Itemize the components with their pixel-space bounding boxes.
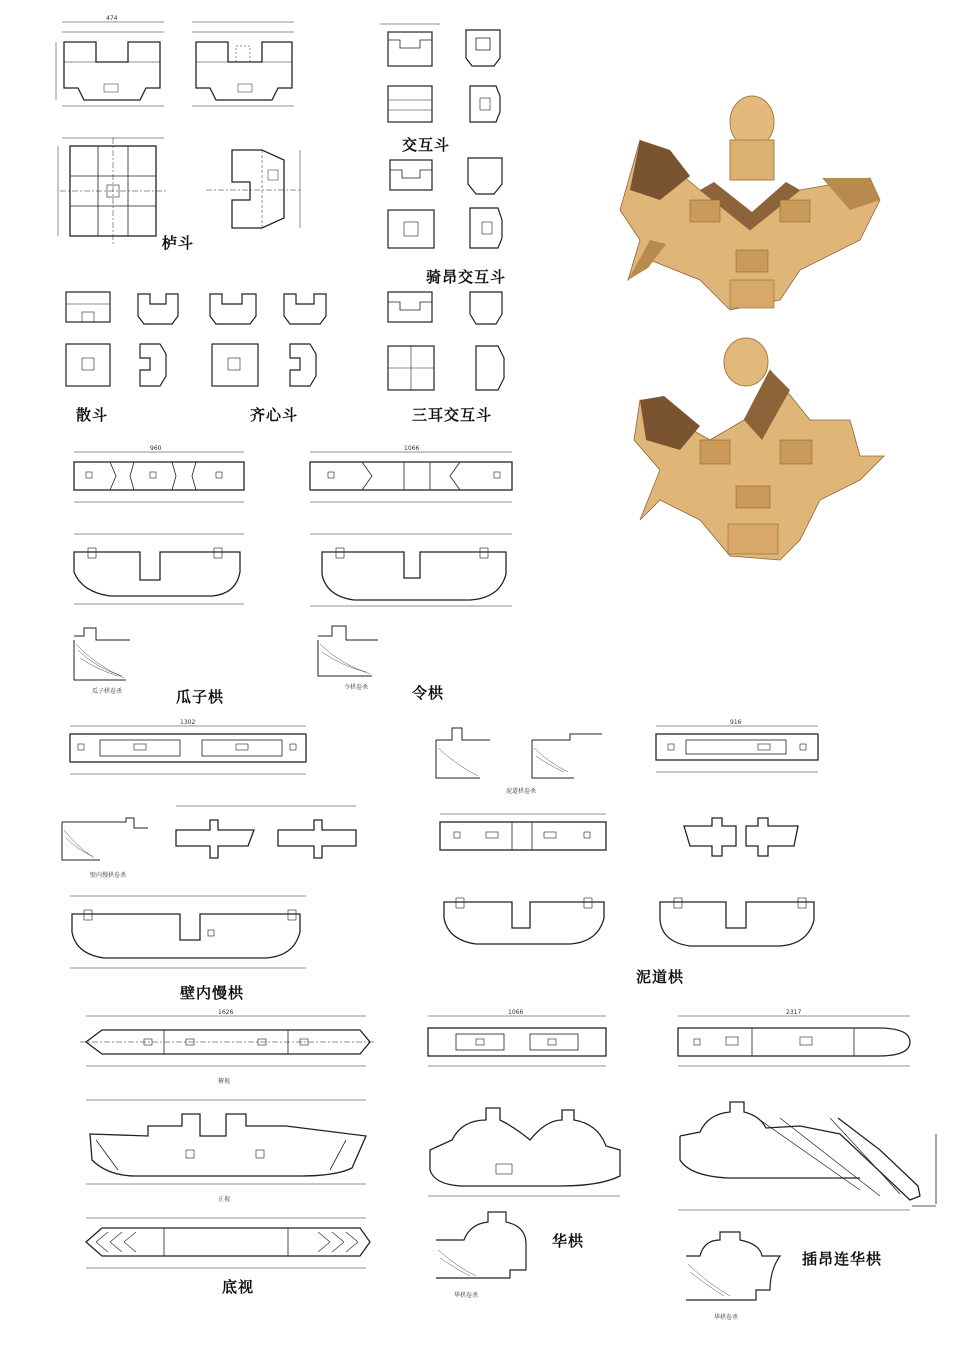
caption-dishi: 底视 <box>222 1278 255 1296</box>
qixindou-views <box>210 294 326 386</box>
dim-binneimangong-width: 1302 <box>180 719 196 726</box>
jiaohudou-views <box>380 24 500 122</box>
chaang-plan <box>678 1016 910 1066</box>
linggong-elevation <box>310 534 512 606</box>
sublabel-binnei-juansha: 壁内慢栱卷杀 <box>90 872 127 879</box>
caption-guazigong: 瓜子栱 <box>176 688 225 706</box>
chaang-elevation <box>678 1102 936 1210</box>
caption-qixindou: 齐心斗 <box>250 406 299 424</box>
binneimangong-elevation <box>70 896 306 968</box>
caption-qiangjiaohudou: 骑昂交互斗 <box>426 268 507 286</box>
qiangjiaohudou-views <box>388 158 502 248</box>
sanerjiaohudou-views <box>388 292 504 390</box>
dougong-render-top <box>620 96 880 310</box>
dim-nidaogong-width: 916 <box>730 719 742 726</box>
huagong-front-view <box>86 1100 366 1184</box>
ludou-plan-view <box>58 138 166 244</box>
caption-binneimangong: 壁内慢栱 <box>180 984 245 1002</box>
ludou-section-view <box>206 150 300 228</box>
nidaogong-plan-b <box>656 726 818 772</box>
linggong-plan <box>310 452 512 502</box>
guazigong-elevation <box>74 534 244 604</box>
sublabel-huagong-juansha: 华栱卷杀 <box>454 1292 479 1299</box>
dim-chaang-width: 2317 <box>786 1009 802 1016</box>
caption-ludou: 栌斗 <box>162 234 195 252</box>
huagong-bottom-view <box>86 1218 370 1268</box>
huagong-top-view <box>80 1016 376 1066</box>
guazigong-juansha-detail <box>74 628 130 680</box>
huagong2-juansha <box>436 1212 526 1278</box>
huagong2-plan <box>428 1016 606 1066</box>
sublabel-huagong-juansha-2: 华栱卷杀 <box>714 1314 739 1321</box>
sublabel-fushi: 俯视 <box>218 1078 231 1085</box>
nidaogong-juansha <box>436 728 602 778</box>
nidaogong-elevation-a <box>444 898 604 944</box>
nidaogong-plan-a <box>440 814 606 850</box>
caption-linggong: 令栱 <box>412 684 445 702</box>
dougong-render-bottom <box>634 338 884 560</box>
dim-huagong-width: 1626 <box>218 1009 234 1016</box>
dim-guazigong-width: 960 <box>150 445 162 452</box>
dim-linggong-width: 1066 <box>404 445 420 452</box>
huagong2-elevation <box>428 1108 620 1196</box>
sublabel-nidaogong-juansha: 泥道栱卷杀 <box>506 788 537 795</box>
ludou-side-view <box>192 22 294 106</box>
sublabel-guazigong-juansha: 瓜子栱卷杀 <box>92 688 123 695</box>
guazigong-plan <box>74 452 244 502</box>
binneimangong-plan <box>70 726 306 774</box>
nidaogong-section-b <box>684 818 798 856</box>
dim-huagong2-width: 1066 <box>508 1009 524 1016</box>
caption-sanerjiaohudou: 三耳交互斗 <box>412 406 493 424</box>
ludou-front-view <box>56 22 164 106</box>
chaang-juansha <box>686 1232 780 1300</box>
sublabel-linggong-juansha: 令栱卷杀 <box>344 684 369 691</box>
caption-sandou: 散斗 <box>76 406 109 424</box>
linggong-juansha-detail <box>318 626 378 676</box>
caption-huagong: 华栱 <box>552 1232 585 1250</box>
caption-nidaogong: 泥道栱 <box>636 968 685 986</box>
caption-chaangliandhuagong: 插昂连华栱 <box>802 1250 883 1268</box>
dim-ludou-width: 474 <box>106 15 118 22</box>
nidaogong-elevation-b <box>660 898 814 946</box>
sandou-views <box>66 292 178 386</box>
caption-jiaohudou: 交互斗 <box>402 136 451 154</box>
binneimangong-section <box>62 806 356 860</box>
sublabel-zhengshi: 正视 <box>218 1196 231 1203</box>
